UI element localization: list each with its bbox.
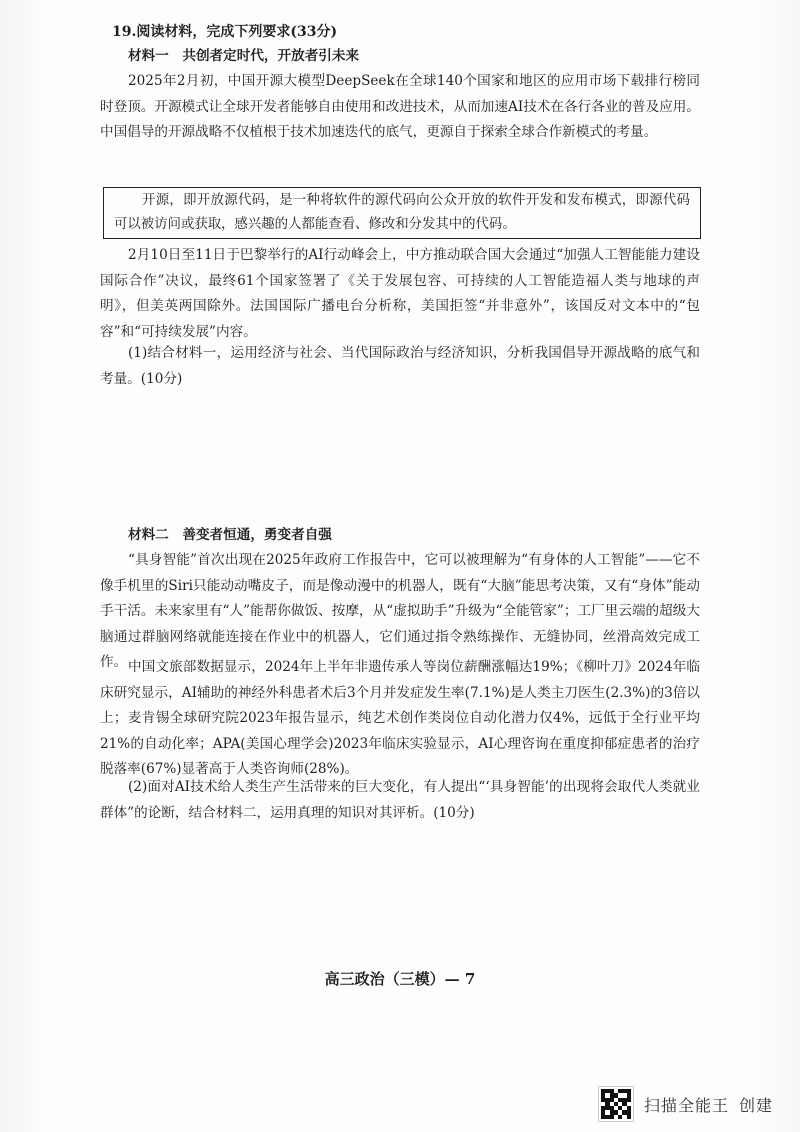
material1-title: 材料一 共创者定时代，开放者引未来 <box>128 48 360 64</box>
qr-code-icon <box>598 1086 634 1122</box>
material1-paragraph-1: 2025年2月初，中国开源大模型DeepSeek在全球140个国家和地区的应用市场下载排行榜同时登顶。开源模式让全球开发者能够自由使用和改进技术，从而加速AI技术在各行各业的普及应用。中国倡导的开源战略不仅植根于技术加速迭代的底气，更源自于探索全球合作新模式的考量。 <box>100 73 700 140</box>
question-1: (1)结合材料一，运用经济与社会、当代国际政治与经济知识，分析我国倡导开源战略的底气和考量。(10分) <box>100 345 700 387</box>
material2-paragraph-2: 中国文旅部数据显示，2024年上半年非遗传承人等岗位薪酬涨幅达19%；《柳叶刀》2024年临床研究显示，AI辅助的神经外科患者术后3个月并发症发生率(7.1%)是人类主刀医生(2.3%)的3倍以上；麦肯锡全球研究院2023年报告显示，纯艺术创作类岗位自动化潜力仅4%，远低于全行业平均21%的自动化率；APA(美国心理学会)2023年临床实验显示，AI心理咨询在重度抑郁症患者的治疗脱落率(67%)显著高于人类咨询师(28%)。 <box>100 659 700 777</box>
question-2: (2)面对AI技术给人类生产生活带来的巨大变化，有人提出“‘具身智能’的出现将会取代人类就业群体”的论断，结合材料二，运用真理的知识对其评析。(10分) <box>100 779 700 821</box>
material2-title: 材料二 善变者恒通，勇变者自强 <box>128 527 332 543</box>
material2-paragraph-1: “具身智能”首次出现在2025年政府工作报告中，它可以被理解为“有身体的人工智能”——它不像手机里的Siri只能动动嘴皮子，而是像动漫中的机器人，既有“大脑”能思考决策，又有“身体”能动手干活。未来家里有“人”能帮你做饭、按摩，从“虚拟助手”升级为“全能管家”；工厂里云端的超级大脑通过群脑网络就能连接在作业中的机器人，它们通过指令熟练操作、无缝协同，丝滑高效完成工作。 <box>100 552 700 670</box>
scanner-watermark <box>598 1086 773 1122</box>
question-heading: 19.阅读材料，完成下列要求(33分) <box>112 24 338 40</box>
open-source-definition-box: 开源，即开放源代码，是一种将软件的源代码向公众开放的软件开发和发布模式，即源代码可以被访问或获取，感兴趣的人都能查看、修改和分发其中的代码。 <box>103 187 701 239</box>
scanner-label <box>644 1093 773 1116</box>
scanner-app-name: 扫描全能王 <box>644 1095 730 1115</box>
page-footer: 高三政治（三模）— 7 <box>324 970 476 988</box>
material1-paragraph-2: 2月10日至11日于巴黎举行的AI行动峰会上，中方推动联合国大会通过“加强人工智能能力建设国际合作”决议，最终61个国家签署了《关于发展包容、可持续的人工智能造福人类与地球的声明》，但美英两国除外。法国国际广播电台分析称，美国拒签“并非意外”，该国反对文本中的“包容”和“可持续发展”内容。 <box>100 247 700 340</box>
scanner-action: 创建 <box>739 1095 774 1115</box>
